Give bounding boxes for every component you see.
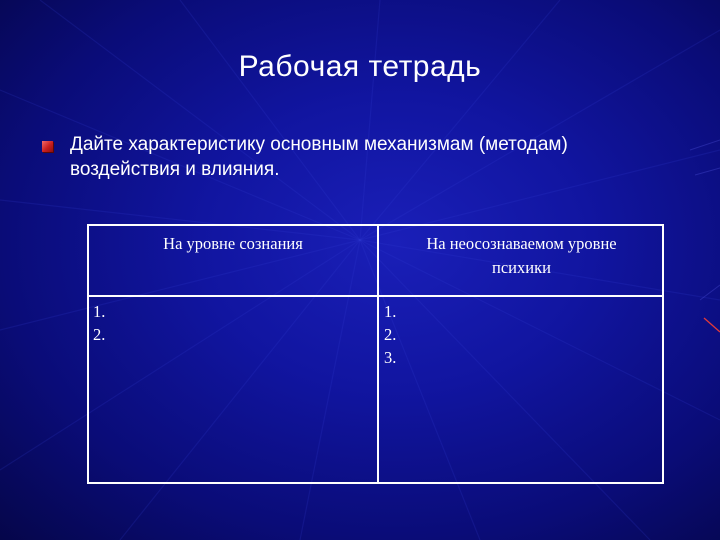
table-header-conscious bbox=[89, 232, 377, 256]
bullet-line: Дайте характеристику основным механизмам (методам) bbox=[70, 134, 568, 155]
list-item: 3. bbox=[384, 348, 397, 367]
table-row-divider bbox=[89, 295, 662, 297]
table-cell-conscious-list bbox=[93, 300, 105, 346]
header-line: психики bbox=[492, 258, 551, 277]
list-item: 1. bbox=[93, 302, 106, 321]
header-line: На уровне сознания bbox=[163, 234, 303, 253]
slide-title: Рабочая тетрадь bbox=[238, 50, 482, 83]
header-line: На неосознаваемом уровне bbox=[426, 234, 617, 253]
bullet-text bbox=[70, 132, 660, 182]
list-item: 2. bbox=[384, 325, 397, 344]
worksheet-table bbox=[87, 224, 664, 484]
table-header-unconscious bbox=[379, 232, 664, 280]
table-cell-unconscious-list bbox=[384, 300, 396, 369]
list-item: 2. bbox=[93, 325, 106, 344]
square-bullet-icon bbox=[42, 141, 53, 152]
list-item: 1. bbox=[384, 302, 397, 321]
bullet-line: воздействия и влияния. bbox=[70, 159, 280, 180]
